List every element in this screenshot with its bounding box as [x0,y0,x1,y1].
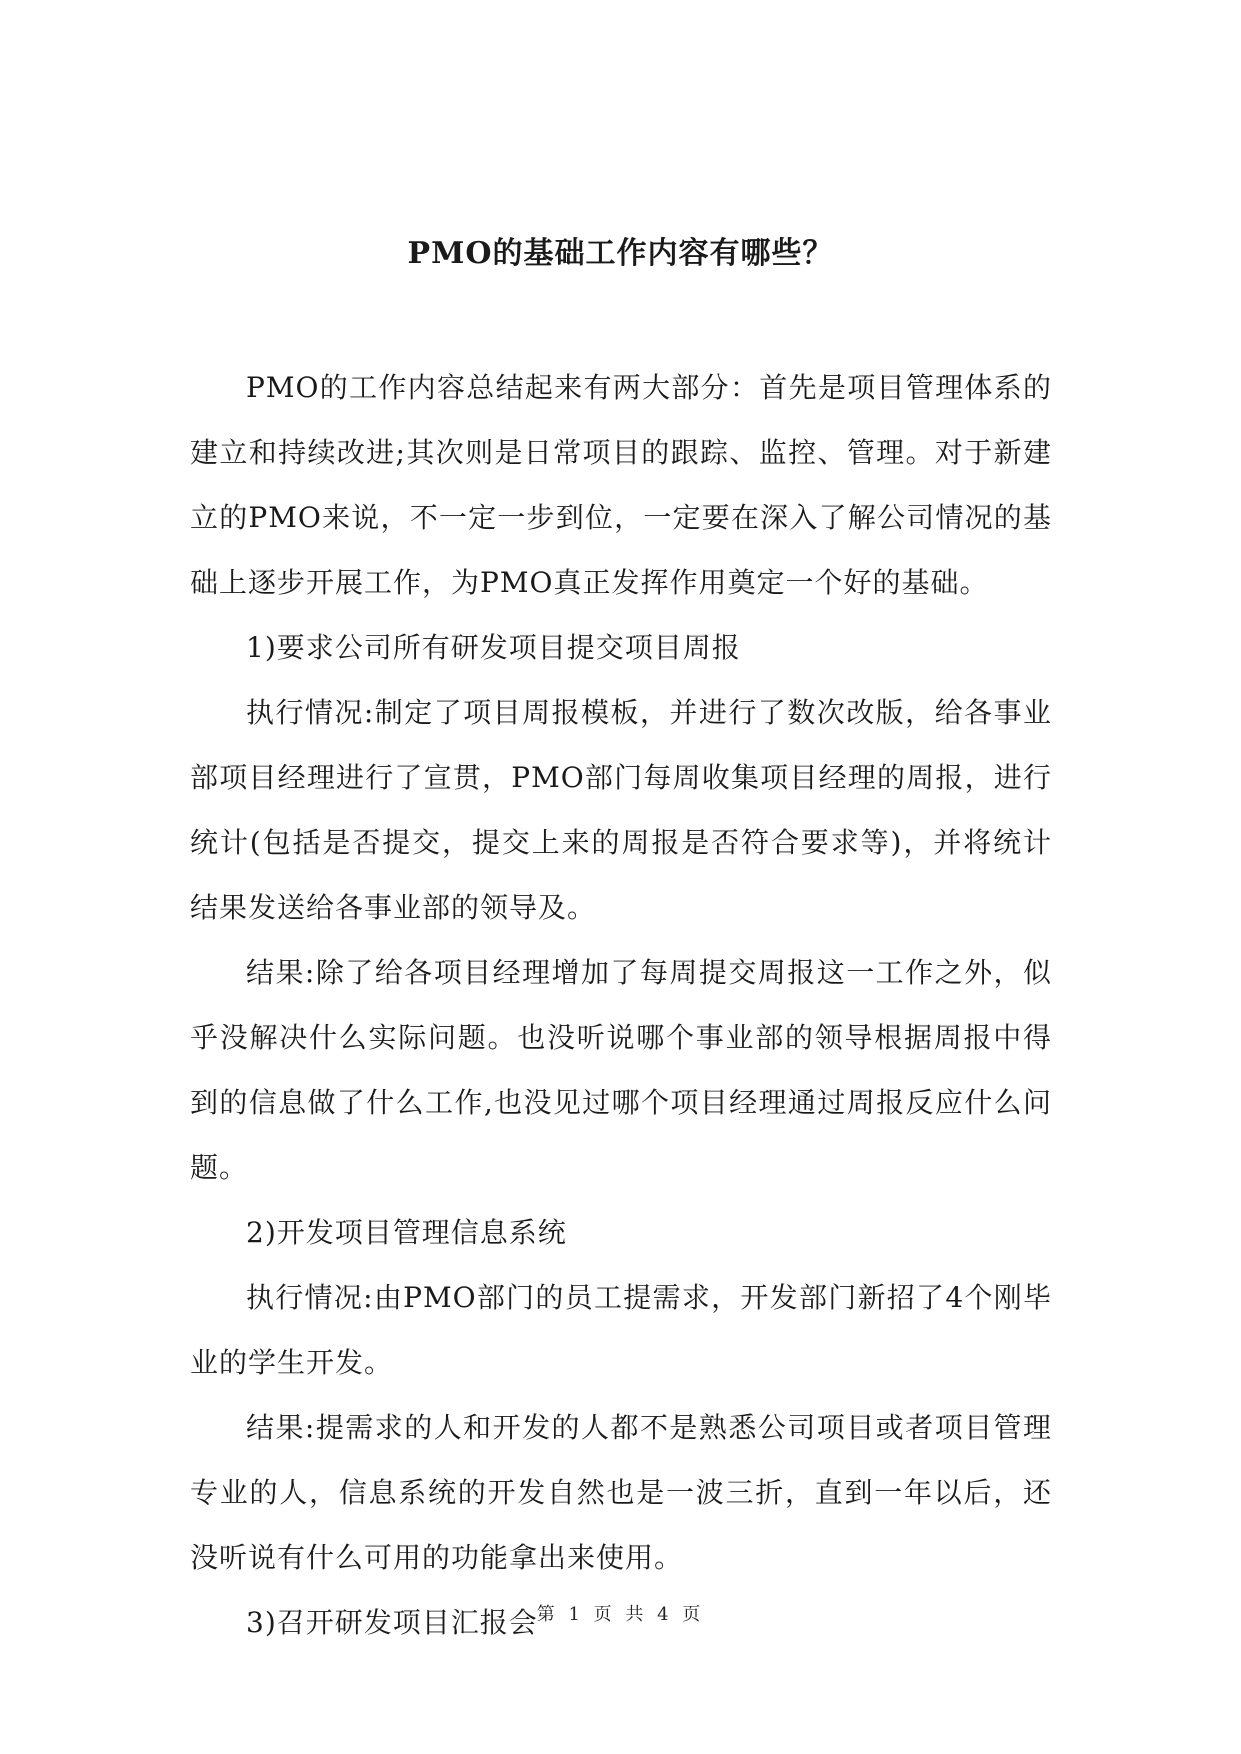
paragraph-result-1: 结果:除了给各项目经理增加了每周提交周报这一工作之外，似乎没解决什么实际问题。也没听说哪个事业部的领导根据周报中得到的信息做了什么工作,也没见过哪个项目经理通过周报反应什么问题。 [190,956,1052,1184]
paragraph-result-2: 结果:提需求的人和开发的人都不是熟悉公司项目或者项目管理专业的人，信息系统的开发自然也是一波三折，直到一年以后，还没听说有什么可用的功能拿出来使用。 [190,1411,1052,1574]
paragraph-intro: PMO的工作内容总结起来有两大部分：首先是项目管理体系的建立和持续改进;其次则是日常项目的跟踪、监控、管理。对于新建立的PMO来说，不一定一步到位，一定要在深入了解公司情况的基础上逐步开展工作，为PMO真正发挥作用奠定一个好的基础。 [190,371,1052,599]
section-heading-2: 2)开发项目管理信息系统 [246,1216,567,1249]
section-heading-3: 3)召开研发项目汇报会 [246,1606,538,1639]
page-number-footer: 第 1 页 共 4 页 [536,1604,705,1625]
section-heading-1: 1)要求公司所有研发项目提交项目周报 [246,631,741,664]
document-title: PMO的基础工作内容有哪些？ [407,236,834,271]
paragraph-execution-2: 执行情况:由PMO部门的员工提需求，开发部门新招了4个刚毕业的学生开发。 [190,1281,1052,1379]
document-body [190,355,1052,1655]
paragraph-execution-1: 执行情况:制定了项目周报模板，并进行了数次改版，给各事业部项目经理进行了宣贯，PMO部门每周收集项目经理的周报，进行统计(包括是否提交，提交上来的周报是否符合要求等)，并将统计结果发送给各事业部的领导及。 [190,696,1052,924]
